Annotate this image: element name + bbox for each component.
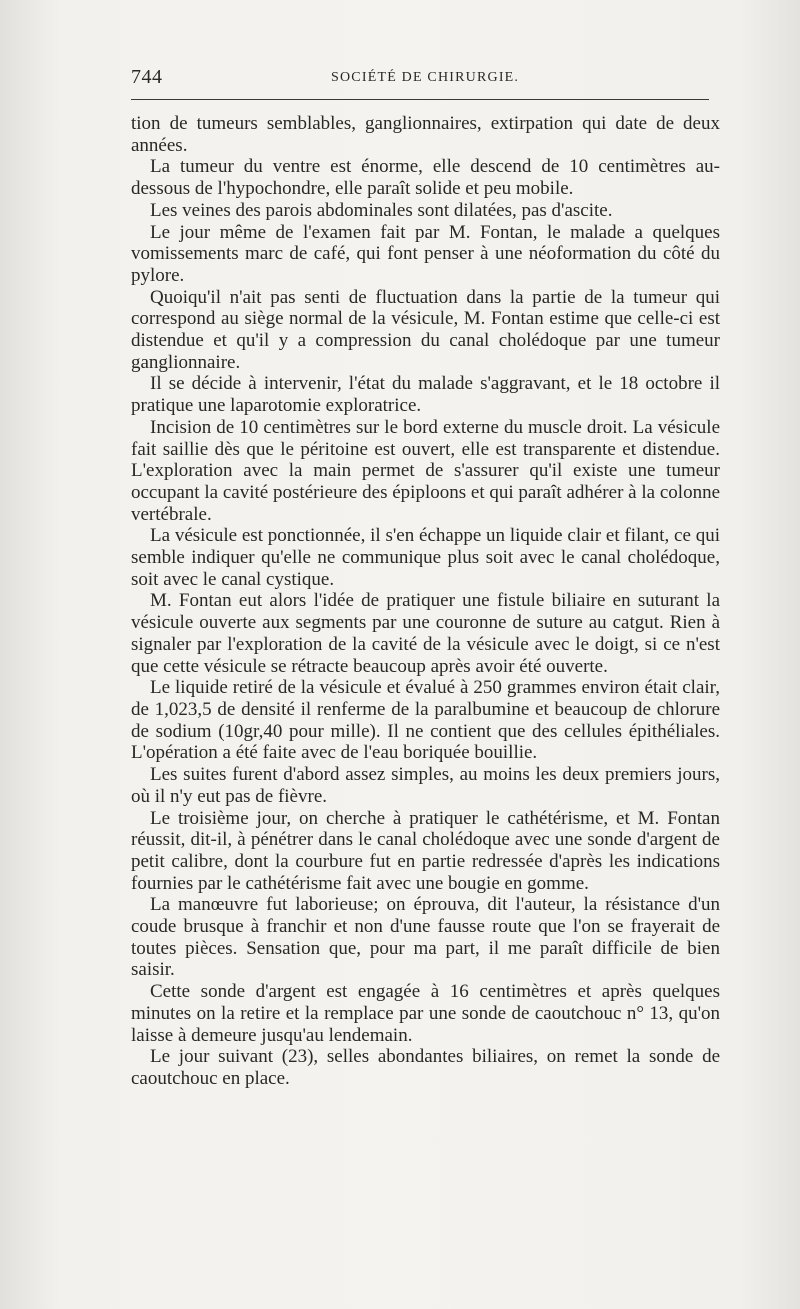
paragraph: Le jour suivant (23), selles abondantes biliaires, on remet la sonde de caoutchouc en place.	[131, 1046, 720, 1089]
paragraph: Les suites furent d'abord assez simples, au moins les deux premiers jours, où il n'y eut pas de fièvre.	[131, 764, 720, 807]
paragraph: M. Fontan eut alors l'idée de pratiquer une fistule biliaire en suturant la vésicule ouverte aux segments par une couronne de suture au catgut. Rien à signaler par l'exploration de la cavité de la vésicule avec le doigt, si ce n'est que cette vésicule se rétracte beaucoup après avoir été ouverte.	[131, 590, 720, 677]
body-text	[131, 113, 720, 1090]
paragraph: La vésicule est ponctionnée, il s'en échappe un liquide clair et filant, ce qui semble indiquer qu'elle ne communique plus soit avec le canal cholédoque, soit avec le canal cystique.	[131, 525, 720, 590]
paragraph: Cette sonde d'argent est engagée à 16 centimètres et après quelques minutes on la retire et la remplace par une sonde de caoutchouc n° 13, qu'on laisse à demeure jusqu'au lendemain.	[131, 981, 720, 1046]
paragraph: Les veines des parois abdominales sont dilatées, pas d'ascite.	[150, 199, 613, 221]
paragraph: tion de tumeurs semblables, ganglionnaires, extirpation qui date de deux années.	[131, 113, 720, 156]
journal-title: SOCIÉTÉ DE CHIRURGIE.	[331, 70, 520, 85]
paragraph: La tumeur du ventre est énorme, elle descend de 10 centimètres au-dessous de l'hypochondre, elle paraît solide et peu mobile.	[131, 156, 720, 200]
header-rule	[131, 99, 709, 100]
paragraph: Le jour même de l'examen fait par M. Fontan, le malade a quelques vomissements marc de café, qui font penser à une néoformation du côté du pylore.	[131, 221, 720, 286]
running-head	[131, 64, 709, 98]
paragraph: Le liquide retiré de la vésicule et évalué à 250 grammes environ était clair, de 1,023,5 de densité il renferme de la paralbumine et beaucoup de chlorure de sodium (10gr,40 pour mille). Il ne contient que des cellules épithéliales. L'opération a été faite avec de l'eau boriquée bouillie.	[131, 677, 720, 764]
paragraph: Il se décide à intervenir, l'état du malade s'aggravant, et le 18 octobre il pratique une laparotomie exploratrice.	[131, 373, 720, 417]
paragraph: Incision de 10 centimètres sur le bord externe du muscle droit. La vésicule fait saillie dès que le péritoine est ouvert, elle est transparente et distendue. L'exploration avec la main permet de s'assurer qu'il existe une tumeur occupant la cavité postérieure des épiploons et qui paraît adhérer à la colonne vertébrale.	[131, 416, 720, 525]
paragraph: Le troisième jour, on cherche à pratiquer le cathétérisme, et M. Fontan réussit, dit-il, à pénétrer dans le canal cholédoque avec une sonde d'argent de petit calibre, dont la courbure fut en partie redressée d'après les indications fournies par le cathétérisme fait avec une bougie en gomme.	[131, 807, 720, 894]
paragraph: Quoiqu'il n'ait pas senti de fluctuation dans la partie de la tumeur qui correspond au siège normal de la vésicule, M. Fontan estime que celle-ci est distendue et qu'il y a compression du canal cholédoque par une tumeur ganglionnaire.	[131, 286, 720, 373]
paragraph: La manœuvre fut laborieuse; on éprouva, dit l'auteur, la résistance d'un coude brusque à franchir et non d'une fausse route que l'on se frayerait de toutes pièces. Sensation que, pour ma part, il me paraît difficile de bien saisir.	[131, 894, 720, 981]
page-number: 744	[131, 66, 163, 88]
